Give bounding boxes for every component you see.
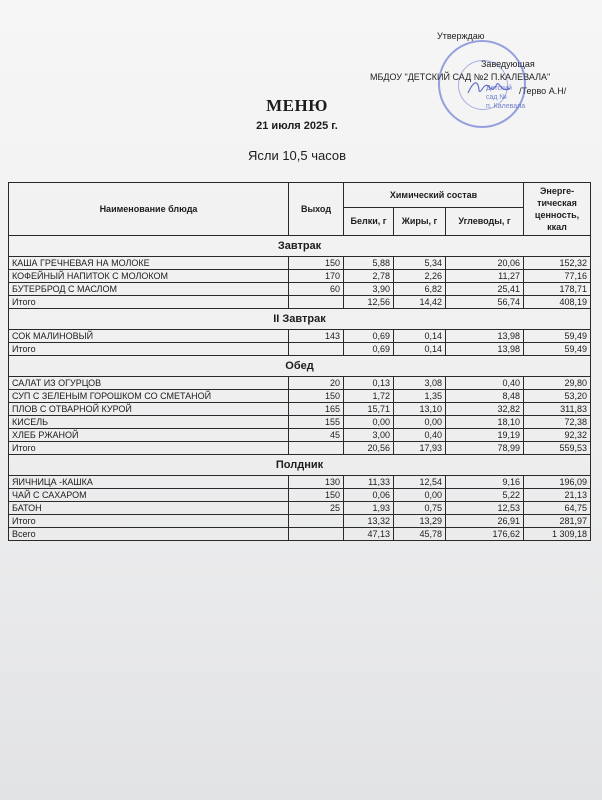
stamp-line: Детский [486,85,512,92]
total-fats: 0,14 [394,343,446,356]
dish-output: 130 [289,476,344,489]
dish-fats: 0,75 [394,502,446,515]
approval-title: Утверждаю [437,31,485,41]
dish-row [9,283,591,296]
dish-name: СОК МАЛИНОВЫЙ [9,330,289,343]
grand-total-energy: 1 309,18 [524,528,591,541]
menu-body [9,236,591,541]
dish-proteins: 2,78 [344,270,394,283]
dish-proteins: 3,90 [344,283,394,296]
dish-fats: 0,00 [394,489,446,502]
section-title: Завтрак [9,236,591,257]
dish-carbs: 8,48 [446,390,524,403]
dish-energy: 196,09 [524,476,591,489]
dish-name: КИСЕЛЬ [9,416,289,429]
total-energy: 559,53 [524,442,591,455]
section-total-row [9,442,591,455]
total-output [289,343,344,356]
total-energy: 281,97 [524,515,591,528]
dish-output: 60 [289,283,344,296]
dish-energy: 53,20 [524,390,591,403]
dish-row [9,429,591,442]
grand-total-carbs: 176,62 [446,528,524,541]
dish-proteins: 0,13 [344,377,394,390]
total-proteins: 0,69 [344,343,394,356]
dish-output: 150 [289,390,344,403]
total-output [289,515,344,528]
dish-name: САЛАТ ИЗ ОГУРЦОВ [9,377,289,390]
grand-total-row [9,528,591,541]
dish-carbs: 12,53 [446,502,524,515]
dish-energy: 311,83 [524,403,591,416]
total-carbs: 78,99 [446,442,524,455]
grand-total-fats: 45,78 [394,528,446,541]
total-energy: 408,19 [524,296,591,309]
dish-row [9,502,591,515]
menu-date: 21 июля 2025 г. [256,120,338,132]
dish-row [9,489,591,502]
dish-output: 20 [289,377,344,390]
section-total-row [9,515,591,528]
dish-row [9,390,591,403]
total-proteins: 20,56 [344,442,394,455]
total-label: Итого [9,442,289,455]
dish-name: КАША ГРЕЧНЕВАЯ НА МОЛОКЕ [9,257,289,270]
signature [466,78,512,98]
total-fats: 17,93 [394,442,446,455]
dish-fats: 3,08 [394,377,446,390]
col-header-fats: Жиры, г [394,208,446,236]
section-title: Обед [9,356,591,377]
dish-proteins: 0,06 [344,489,394,502]
section-row [9,236,591,257]
dish-energy: 152,32 [524,257,591,270]
total-carbs: 26,91 [446,515,524,528]
dish-fats: 6,82 [394,283,446,296]
approval-organization: МБДОУ "ДЕТСКИЙ САД №2 П.КАЛЕВАЛА" [370,72,551,82]
dish-fats: 0,40 [394,429,446,442]
dish-energy: 29,80 [524,377,591,390]
section-row [9,455,591,476]
dish-row [9,416,591,429]
dish-row [9,257,591,270]
dish-proteins: 0,00 [344,416,394,429]
dish-fats: 1,35 [394,390,446,403]
col-header-chem: Химический состав [344,183,524,208]
page-title: МЕНЮ [266,96,328,115]
dish-name: СУП С ЗЕЛЕНЫМ ГОРОШКОМ СО СМЕТАНОЙ [9,390,289,403]
total-label: Итого [9,296,289,309]
dish-output: 170 [289,270,344,283]
total-proteins: 12,56 [344,296,394,309]
dish-carbs: 32,82 [446,403,524,416]
dish-carbs: 25,41 [446,283,524,296]
total-fats: 14,42 [394,296,446,309]
dish-carbs: 20,06 [446,257,524,270]
grand-total-output [289,528,344,541]
grand-total-proteins: 47,13 [344,528,394,541]
dish-name: ХЛЕБ РЖАНОЙ [9,429,289,442]
section-total-row [9,296,591,309]
dish-energy: 59,49 [524,330,591,343]
dish-carbs: 11,27 [446,270,524,283]
dish-name: БУТЕРБРОД С МАСЛОМ [9,283,289,296]
approval-name: /Терво А.Н/ [519,86,567,96]
stamp-line: п. Калевала [486,103,526,110]
section-row [9,356,591,377]
dish-energy: 92,32 [524,429,591,442]
dish-fats: 0,00 [394,416,446,429]
dish-row [9,476,591,489]
dish-energy: 21,13 [524,489,591,502]
total-energy: 59,49 [524,343,591,356]
dish-proteins: 3,00 [344,429,394,442]
dish-name: ЧАЙ С САХАРОМ [9,489,289,502]
approval-role: Заведующая [481,59,535,69]
dish-row [9,270,591,283]
dish-energy: 64,75 [524,502,591,515]
dish-output: 150 [289,257,344,270]
dish-row [9,377,591,390]
total-output [289,296,344,309]
dish-name: ПЛОВ С ОТВАРНОЙ КУРОЙ [9,403,289,416]
col-header-energy: Энерге-тическая ценность, ккал [524,183,591,236]
dish-proteins: 1,72 [344,390,394,403]
dish-energy: 77,16 [524,270,591,283]
dish-proteins: 15,71 [344,403,394,416]
dish-output: 150 [289,489,344,502]
dish-proteins: 1,93 [344,502,394,515]
dish-row [9,330,591,343]
dish-energy: 72,38 [524,416,591,429]
dish-output: 155 [289,416,344,429]
dish-fats: 5,34 [394,257,446,270]
dish-proteins: 5,88 [344,257,394,270]
section-title: Полдник [9,455,591,476]
dish-carbs: 19,19 [446,429,524,442]
section-row [9,309,591,330]
dish-output: 143 [289,330,344,343]
dish-carbs: 13,98 [446,330,524,343]
dish-carbs: 9,16 [446,476,524,489]
total-fats: 13,29 [394,515,446,528]
dish-fats: 2,26 [394,270,446,283]
section-title: II Завтрак [9,309,591,330]
dish-carbs: 0,40 [446,377,524,390]
dish-energy: 178,71 [524,283,591,296]
grand-total-label: Всего [9,528,289,541]
col-header-output: Выход [289,183,344,236]
group-name: Ясли 10,5 часов [247,148,347,163]
dish-carbs: 18,10 [446,416,524,429]
dish-name: КОФЕЙНЫЙ НАПИТОК С МОЛОКОМ [9,270,289,283]
col-header-carbs: Углеводы, г [446,208,524,236]
col-header-proteins: Белки, г [344,208,394,236]
dish-name: ЯИЧНИЦА -КАШКА [9,476,289,489]
total-carbs: 13,98 [446,343,524,356]
dish-output: 45 [289,429,344,442]
total-label: Итого [9,515,289,528]
dish-carbs: 5,22 [446,489,524,502]
total-label: Итого [9,343,289,356]
dish-name: БАТОН [9,502,289,515]
dish-proteins: 0,69 [344,330,394,343]
section-total-row [9,343,591,356]
dish-fats: 12,54 [394,476,446,489]
total-carbs: 56,74 [446,296,524,309]
dish-fats: 13,10 [394,403,446,416]
dish-output: 165 [289,403,344,416]
stamp-line: сад № [486,94,507,101]
menu-table [8,182,591,541]
total-proteins: 13,32 [344,515,394,528]
dish-fats: 0,14 [394,330,446,343]
dish-row [9,403,591,416]
col-header-name: Наименование блюда [9,183,289,236]
dish-proteins: 11,33 [344,476,394,489]
total-output [289,442,344,455]
dish-output: 25 [289,502,344,515]
